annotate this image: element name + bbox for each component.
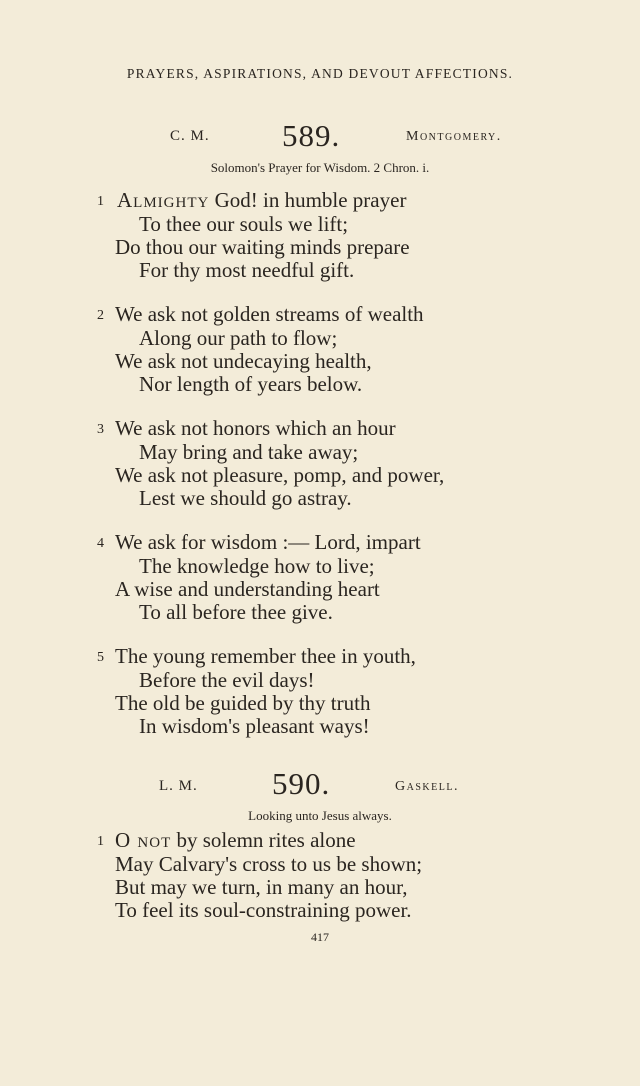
line-text: by solemn rites alone <box>171 828 356 852</box>
hymn-meter: L. M. <box>159 778 198 794</box>
verse-line: The young remember thee in youth, <box>115 644 416 668</box>
page-number: 417 <box>311 930 329 944</box>
verse-line: The old be guided by thy truth <box>115 691 371 715</box>
verse-number: 3 <box>97 422 104 437</box>
verse-line: We ask not undecaying health, <box>115 349 372 373</box>
running-head: PRAYERS, ASPIRATIONS, AND DEVOUT AFFECTIONS. <box>126 66 514 81</box>
verse-line: We ask not pleasure, pomp, and power, <box>115 463 445 487</box>
verse-line: In wisdom's pleasant ways! <box>139 714 370 738</box>
verse-line: We ask for wisdom :— Lord, impart <box>115 530 421 554</box>
verse-line: For thy most needful gift. <box>139 258 355 282</box>
verse-line: Lest we should go astray. <box>139 486 352 510</box>
verse-line: To all before thee give. <box>139 600 333 624</box>
verse-line <box>115 830 356 851</box>
verse-line: May Calvary's cross to us be shown; <box>115 852 423 876</box>
verse-line: To feel its soul-constraining power. <box>115 898 412 922</box>
verse-line: Nor length of years below. <box>139 372 363 396</box>
verse-number: 1 <box>97 194 104 209</box>
verse-line: May bring and take away; <box>139 440 359 464</box>
verse-number: 2 <box>97 308 104 323</box>
hymn-author: Montgomery. <box>406 129 502 144</box>
verse-line: To thee our souls we lift; <box>139 212 349 236</box>
initial-words: Almighty <box>117 188 210 212</box>
verse-line <box>117 190 406 211</box>
hymn-number: 590. <box>272 766 331 801</box>
hymn-header <box>0 118 640 158</box>
initial-words: O not <box>115 828 172 852</box>
hymn-subtitle: Looking unto Jesus always. <box>248 808 392 823</box>
verse-line: A wise and understanding heart <box>115 577 380 601</box>
hymn-header <box>0 766 640 806</box>
verse-number: 1 <box>97 834 104 849</box>
verse-line: But may we turn, in many an hour, <box>115 875 408 899</box>
verse-line: Do thou our waiting minds prepare <box>115 235 410 259</box>
verse-number: 4 <box>97 536 104 551</box>
hymn-meter: C. M. <box>170 128 210 144</box>
verse-number: 5 <box>97 650 104 665</box>
line-text: God! in humble prayer <box>209 188 407 212</box>
verse-line: Along our path to flow; <box>139 326 338 350</box>
verse-line: Before the evil days! <box>139 668 315 692</box>
verse-line: We ask not honors which an hour <box>115 416 396 440</box>
hymn-author: Gaskell. <box>395 779 459 794</box>
verse-line: We ask not golden streams of wealth <box>115 302 424 326</box>
verse-line: The knowledge how to live; <box>139 554 375 578</box>
hymn-number: 589. <box>282 118 341 153</box>
hymn-subtitle: Solomon's Prayer for Wisdom. 2 Chron. i. <box>210 160 430 175</box>
